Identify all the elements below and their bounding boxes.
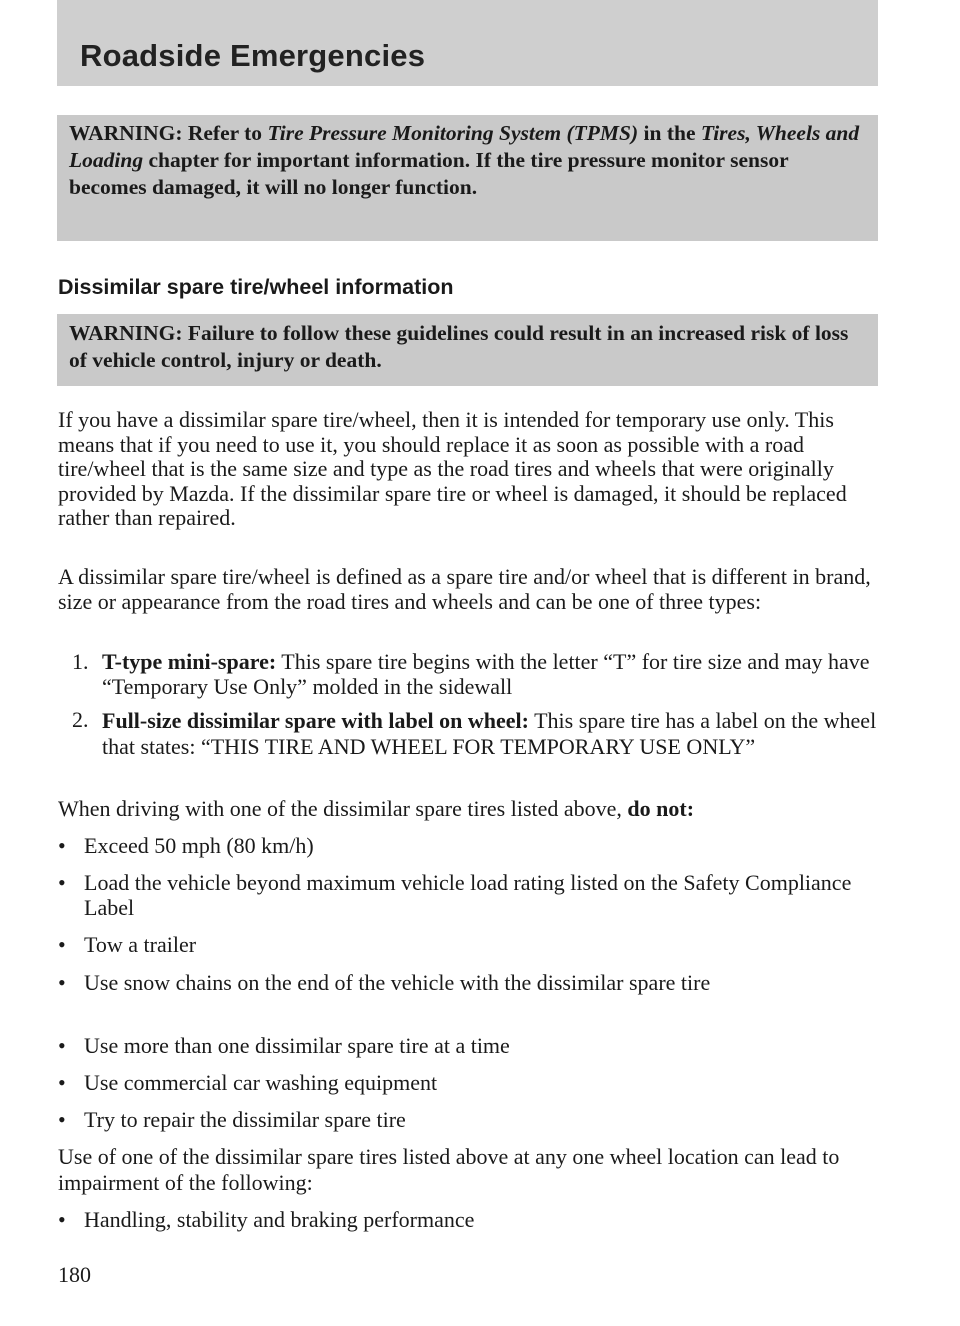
do-not-label: do not: — [627, 796, 695, 821]
bullet-icon: • — [58, 1107, 66, 1132]
list-item-text: Use commercial car washing equipment — [84, 1070, 438, 1095]
paragraph-text: If you have a dissimilar spare tire/wheel, then it is intended for temporary use only. This means that if you need to use it, you should replace it as soon as possible with a road tire/wheel that is the same size and type as the road tires and wheels that were originally provided by Mazda. If the dissimilar spare tire or wheel is damaged, it should be replaced rather than repaired. — [58, 407, 847, 530]
paragraph-text: A dissimilar spare tire/wheel is defined as a spare tire and/or wheel that is different in brand, size or appearance from the road tires and wheels and can be one of three types: — [58, 564, 871, 614]
bullet-icon: • — [58, 970, 66, 995]
warning-ref-chapter: Tires, Wheels and Loading — [69, 121, 860, 172]
list-item — [58, 1108, 878, 1133]
list-item-bold: T-type mini-spare: — [102, 649, 277, 674]
list-item-text: Load the vehicle beyond maximum vehicle load rating listed on the Safety Compliance Label — [84, 870, 852, 920]
list-item-type-1 — [72, 650, 878, 699]
list-item-text: Use snow chains on the end of the vehicle with the dissimilar spare tire — [84, 970, 711, 995]
warning-box-guidelines — [57, 314, 878, 386]
list-item-text: Tow a trailer — [84, 932, 197, 957]
paragraph-do-not — [58, 797, 878, 822]
warning-text-tpms — [69, 120, 866, 201]
paragraph-text: Use of one of the dissimilar spare tires listed above at any one wheel location can lead to impairment of the following: — [58, 1144, 840, 1195]
list-item-bold: Full-size dissimilar spare with label on wheel: — [102, 708, 529, 733]
warning-ref-tpms: Tire Pressure Monitoring System (TPMS) — [267, 121, 639, 145]
warning-text-guidelines: WARNING: Failure to follow these guidelines could result in an increased risk of loss of vehicle control, injury or death. — [69, 321, 849, 372]
paragraph-temporary-use — [58, 408, 878, 531]
bullet-icon: • — [58, 1070, 66, 1095]
list-item-text: Use more than one dissimilar spare tire at a time — [84, 1033, 510, 1058]
paragraph-impairment — [58, 1144, 878, 1196]
list-number: 1. — [72, 649, 89, 674]
section-heading: Dissimilar spare tire/wheel information — [58, 275, 454, 299]
page-number: 180 — [58, 1262, 91, 1287]
bullet-icon: • — [58, 1207, 66, 1232]
list-item-type-2 — [72, 708, 878, 760]
list-item-text: Exceed 50 mph (80 km/h) — [84, 833, 314, 858]
page-title: Roadside Emergencies — [80, 38, 426, 73]
list-item-text: This spare tire has a label on the wheel that states: “THIS TIRE AND WHEEL FOR TEMPORARY USE ONLY” — [102, 708, 877, 759]
list-item — [58, 1071, 878, 1096]
list-item — [58, 1208, 878, 1233]
list-item-text: Try to repair the dissimilar spare tire — [84, 1107, 406, 1132]
list-item — [58, 834, 878, 859]
warning-prefix: WARNING: Refer to — [69, 121, 268, 145]
list-item-text: This spare tire begins with the letter “T” for tire size and may have “Temporary Use Only” molded in the sidewall — [102, 649, 870, 699]
bullet-icon: • — [58, 1033, 66, 1058]
list-item — [58, 871, 878, 920]
bullet-icon: • — [58, 932, 66, 957]
list-number: 2. — [72, 707, 89, 732]
paragraph-text: When driving with one of the dissimilar spare tires listed above, — [58, 796, 628, 821]
list-item — [58, 1034, 878, 1059]
list-item — [58, 971, 878, 996]
list-item-text: Handling, stability and braking performance — [84, 1207, 475, 1232]
warning-rest: chapter for important information. If the tire pressure monitor sensor becomes damaged, it will no longer function. — [69, 148, 789, 199]
warning-box-tpms — [57, 115, 878, 241]
warning-mid: in the — [638, 121, 701, 145]
list-item — [58, 933, 878, 958]
bullet-icon: • — [58, 870, 66, 895]
paragraph-definition — [58, 565, 878, 614]
bullet-icon: • — [58, 833, 66, 858]
